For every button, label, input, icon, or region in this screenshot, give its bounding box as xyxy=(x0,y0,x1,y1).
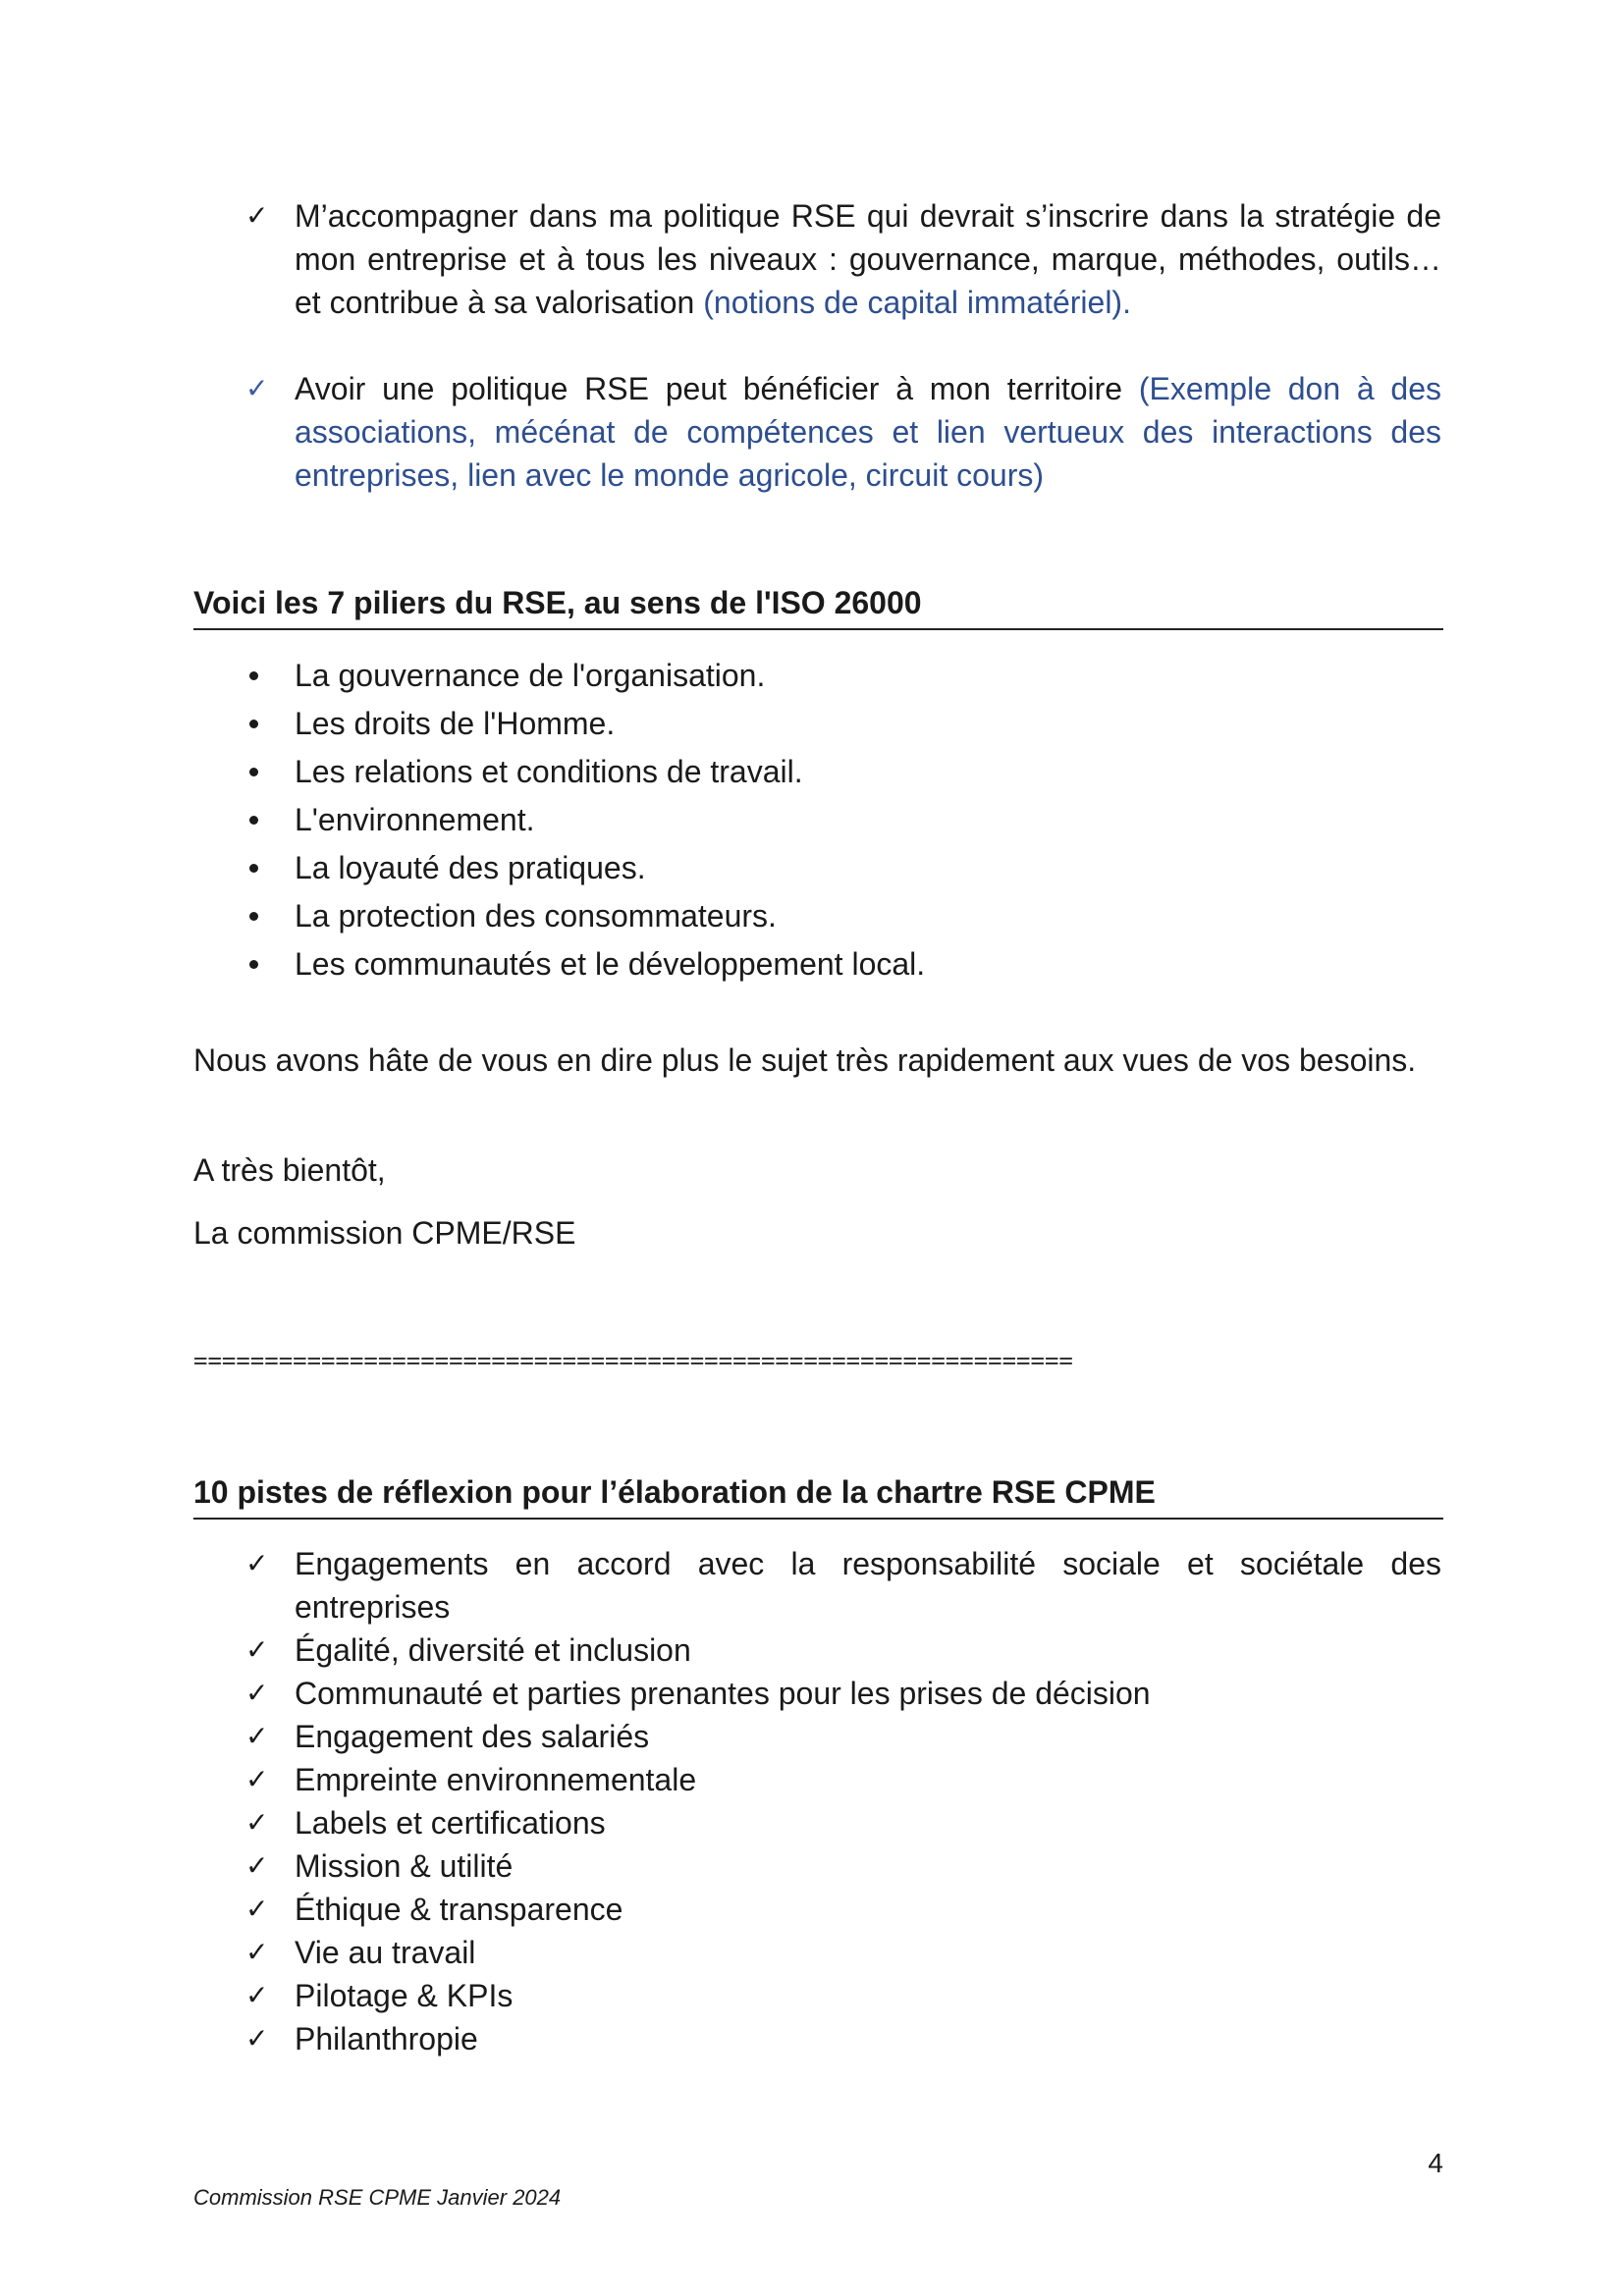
separator-line: ============================================================== xyxy=(193,1347,1073,1374)
section-heading-piliers: Voici les 7 piliers du RSE, au sens de l'ISO 26000 xyxy=(193,581,1443,630)
check-icon: ✓ xyxy=(245,1849,269,1882)
check-icon: ✓ xyxy=(245,1979,269,2011)
page-footer: Commission RSE CPME Janvier 2024 xyxy=(193,2185,562,2210)
list-item: La protection des consommateurs. xyxy=(245,892,1441,940)
list-item: ✓ Philanthropie xyxy=(245,2017,1441,2060)
list-item: ✓ Égalité, diversité et inclusion xyxy=(245,1629,1441,1672)
check-icon: ✓ xyxy=(245,1547,269,1579)
greeting: A très bientôt, xyxy=(193,1152,386,1188)
list-item: Les relations et conditions de travail. xyxy=(245,748,1441,796)
check-icon: ✓ xyxy=(245,1806,269,1839)
check-icon: ✓ xyxy=(245,1893,269,1925)
bullet-icon xyxy=(249,671,258,680)
list-item: ✓ Éthique & transparence xyxy=(245,1888,1441,1931)
list-item: ✓ Empreinte environnementale xyxy=(245,1758,1441,1801)
piliers-list xyxy=(245,652,1441,988)
list-item: La gouvernance de l'organisation. xyxy=(245,652,1441,700)
check-icon: ✓ xyxy=(245,1677,269,1709)
check-icon: ✓ xyxy=(245,1936,269,1968)
pistes-list xyxy=(245,1542,1441,2060)
list-item: ✓ Communauté et parties prenantes pour les prises de décision xyxy=(245,1672,1441,1715)
bullet-icon xyxy=(249,816,258,825)
list-item: ✓ Vie au travail xyxy=(245,1931,1441,1974)
check-icon: ✓ xyxy=(245,199,269,232)
bullet-icon xyxy=(249,864,258,873)
intro-item-text: M’accompagner dans ma politique RSE qui devrait s’inscrire dans la stratégie de mon entreprise et à tous les niveaux : gouvernance, marque, méthodes, outils… et contribue à sa valorisation xyxy=(295,198,1441,320)
list-item: ✓ Pilotage & KPIs xyxy=(245,1974,1441,2017)
bullet-icon xyxy=(249,720,258,728)
check-icon: ✓ xyxy=(245,372,269,404)
intro-item-text: Avoir une politique RSE peut bénéficier à mon territoire xyxy=(295,371,1139,406)
list-item: La loyauté des pratiques. xyxy=(245,844,1441,892)
closing-paragraph: Nous avons hâte de vous en dire plus le sujet très rapidement aux vues de vos besoins. xyxy=(193,1042,1417,1078)
list-item: ✓ Labels et certifications xyxy=(245,1801,1441,1844)
list-item: Les droits de l'Homme. xyxy=(245,700,1441,748)
intro-item-note: (notions de capital immatériel). xyxy=(703,285,1131,320)
list-item: L'environnement. xyxy=(245,796,1441,844)
list-item: ✓ Engagements en accord avec la responsabilité sociale et sociétale des entreprises xyxy=(245,1542,1441,1629)
signature: La commission CPME/RSE xyxy=(193,1215,576,1251)
check-icon: ✓ xyxy=(245,2022,269,2055)
list-item: Les communautés et le développement local. xyxy=(245,940,1441,988)
list-item: ✓ Engagement des salariés xyxy=(245,1715,1441,1758)
section-heading-pistes: 10 pistes de réflexion pour l’élaboration de la chartre RSE CPME xyxy=(193,1470,1443,1520)
intro-item-accompagnement xyxy=(245,194,1441,324)
bullet-icon xyxy=(249,960,258,969)
check-icon: ✓ xyxy=(245,1720,269,1752)
intro-item-territoire xyxy=(245,367,1441,497)
list-item: ✓ Mission & utilité xyxy=(245,1844,1441,1888)
check-icon: ✓ xyxy=(245,1763,269,1795)
page-number: 4 xyxy=(1428,2148,1443,2178)
bullet-icon xyxy=(249,768,258,776)
check-icon: ✓ xyxy=(245,1633,269,1666)
intro-item-note: (Exemple don à des associations, mécénat de compétences et lien vertueux des interactions des entreprises, lien avec le monde agricole, circuit cours) xyxy=(295,371,1442,493)
bullet-icon xyxy=(249,912,258,921)
